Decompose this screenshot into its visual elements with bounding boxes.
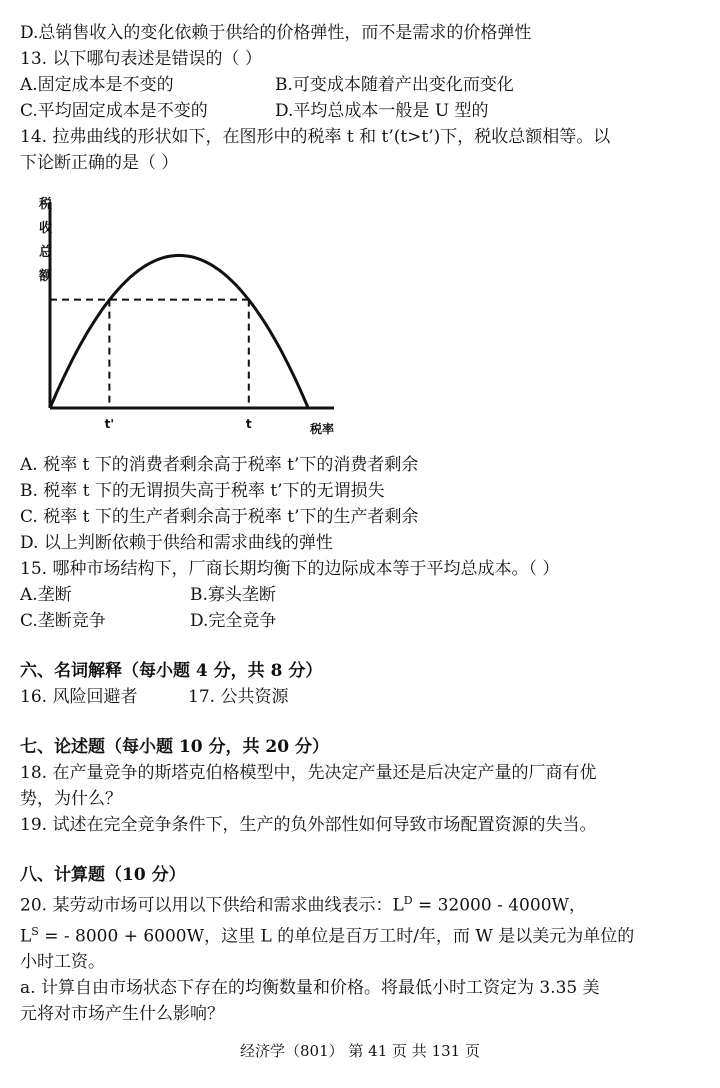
q20-line1-text: 20. 某劳动市场可以用以下供给和需求曲线表示：L <box>20 895 404 916</box>
qa-line2: 元将对市场产生什么影响？ <box>20 1004 224 1025</box>
q13-options-row1 <box>20 72 700 98</box>
laffer-curve-chart <box>30 186 360 446</box>
q14-option-c: C. 税率 t 下的生产者剩余高于税率 t’下的生产者剩余 <box>20 507 419 527</box>
q12-option-d: D.总销售收入的变化依赖于供给的价格弹性，而不是需求的价格弹性 <box>20 23 532 43</box>
q15-option-b: B.寡头垄断 <box>190 585 276 605</box>
q15-option-d: D.完全竞争 <box>190 611 277 631</box>
supply-equation: = - 8000 + 6000W，这里 L 的单位是百万工时/年，而 W 是以美元为单位的 <box>38 926 635 947</box>
q16-term: 16. 风险回避者 <box>20 687 138 707</box>
q13-option-a: A.固定成本是不变的 <box>20 75 174 95</box>
x-tick-label-t: t <box>245 417 252 431</box>
qa-line1: a. 计算自由市场状态下存在的均衡数量和价格。将最低小时工资定为 3.35 美 <box>20 978 600 999</box>
q13-option-b: B.可变成本随着产出变化而变化 <box>275 75 514 95</box>
y-label-char: 总 <box>39 245 53 260</box>
q13-stem: 13. 以下哪句表述是错误的（ ） <box>20 49 262 69</box>
supply-symbol: L <box>20 926 32 947</box>
q15-option-c: C.垄断竞争 <box>20 611 106 631</box>
q14-stem-line1: 14. 拉弗曲线的形状如下，在图形中的税率 t 和 t’(t>t’)下，税收总额相等。以 <box>20 127 611 147</box>
q15-options-row1 <box>20 582 700 608</box>
q14-option-a: A. 税率 t 下的消费者剩余高于税率 t’下的消费者剩余 <box>20 455 419 475</box>
q14-option-d: D. 以上判断依赖于供给和需求曲线的弹性 <box>20 533 333 553</box>
q13-option-d: D.平均总成本一般是 U 型的 <box>275 101 489 121</box>
q18-line2: 势，为什么？ <box>20 789 122 809</box>
q14-option-b: B. 税率 t 下的无谓损失高于税率 t’下的无谓损失 <box>20 481 385 501</box>
q19: 19. 试述在完全竞争条件下，生产的负外部性如何导致市场配置资源的失当。 <box>20 815 597 835</box>
section-6-title: 六、名词解释（每小题 4 分，共 8 分） <box>20 661 323 681</box>
supply-superscript: S <box>31 924 39 938</box>
q20-line1 <box>20 888 700 919</box>
q13-option-c: C.平均固定成本是不变的 <box>20 101 208 121</box>
q17-term: 17. 公共资源 <box>188 687 289 707</box>
x-tick-label-t-prime: t' <box>104 417 115 431</box>
y-label-char: 额 <box>39 269 53 284</box>
q18-line1: 18. 在产量竞争的斯塔克伯格模型中，先决定产量还是后决定产量的厂商有优 <box>20 763 597 783</box>
demand-equation: = 32000 - 4000W， <box>412 895 586 916</box>
y-label-char: 税 <box>39 197 53 212</box>
q15-stem: 15. 哪种市场结构下，厂商长期均衡下的边际成本等于平均总成本。（ ） <box>20 559 560 579</box>
q20-line2 <box>20 919 700 950</box>
q13-options-row2 <box>20 98 700 124</box>
plot-area <box>50 255 308 408</box>
section-6-items <box>20 684 700 710</box>
q14-stem-line2: 下论断正确的是（ ） <box>20 153 179 173</box>
q15-option-a: A.垄断 <box>20 585 72 605</box>
section-7-title: 七、论述题（每小题 10 分，共 20 分） <box>20 737 329 757</box>
page-footer: 经济学（801） 第 41 页 共 131 页 <box>240 1042 480 1060</box>
y-label-char: 收 <box>39 221 53 236</box>
x-axis-label: 税率 <box>309 422 335 436</box>
exam-page <box>20 20 700 1027</box>
q20-line3: 小时工资。 <box>20 952 105 973</box>
q15-options-row2 <box>20 608 700 634</box>
laffer-curve-line <box>50 255 308 408</box>
section-8-title: 八、计算题（10 分） <box>20 865 186 885</box>
demand-superscript: D <box>403 894 413 907</box>
